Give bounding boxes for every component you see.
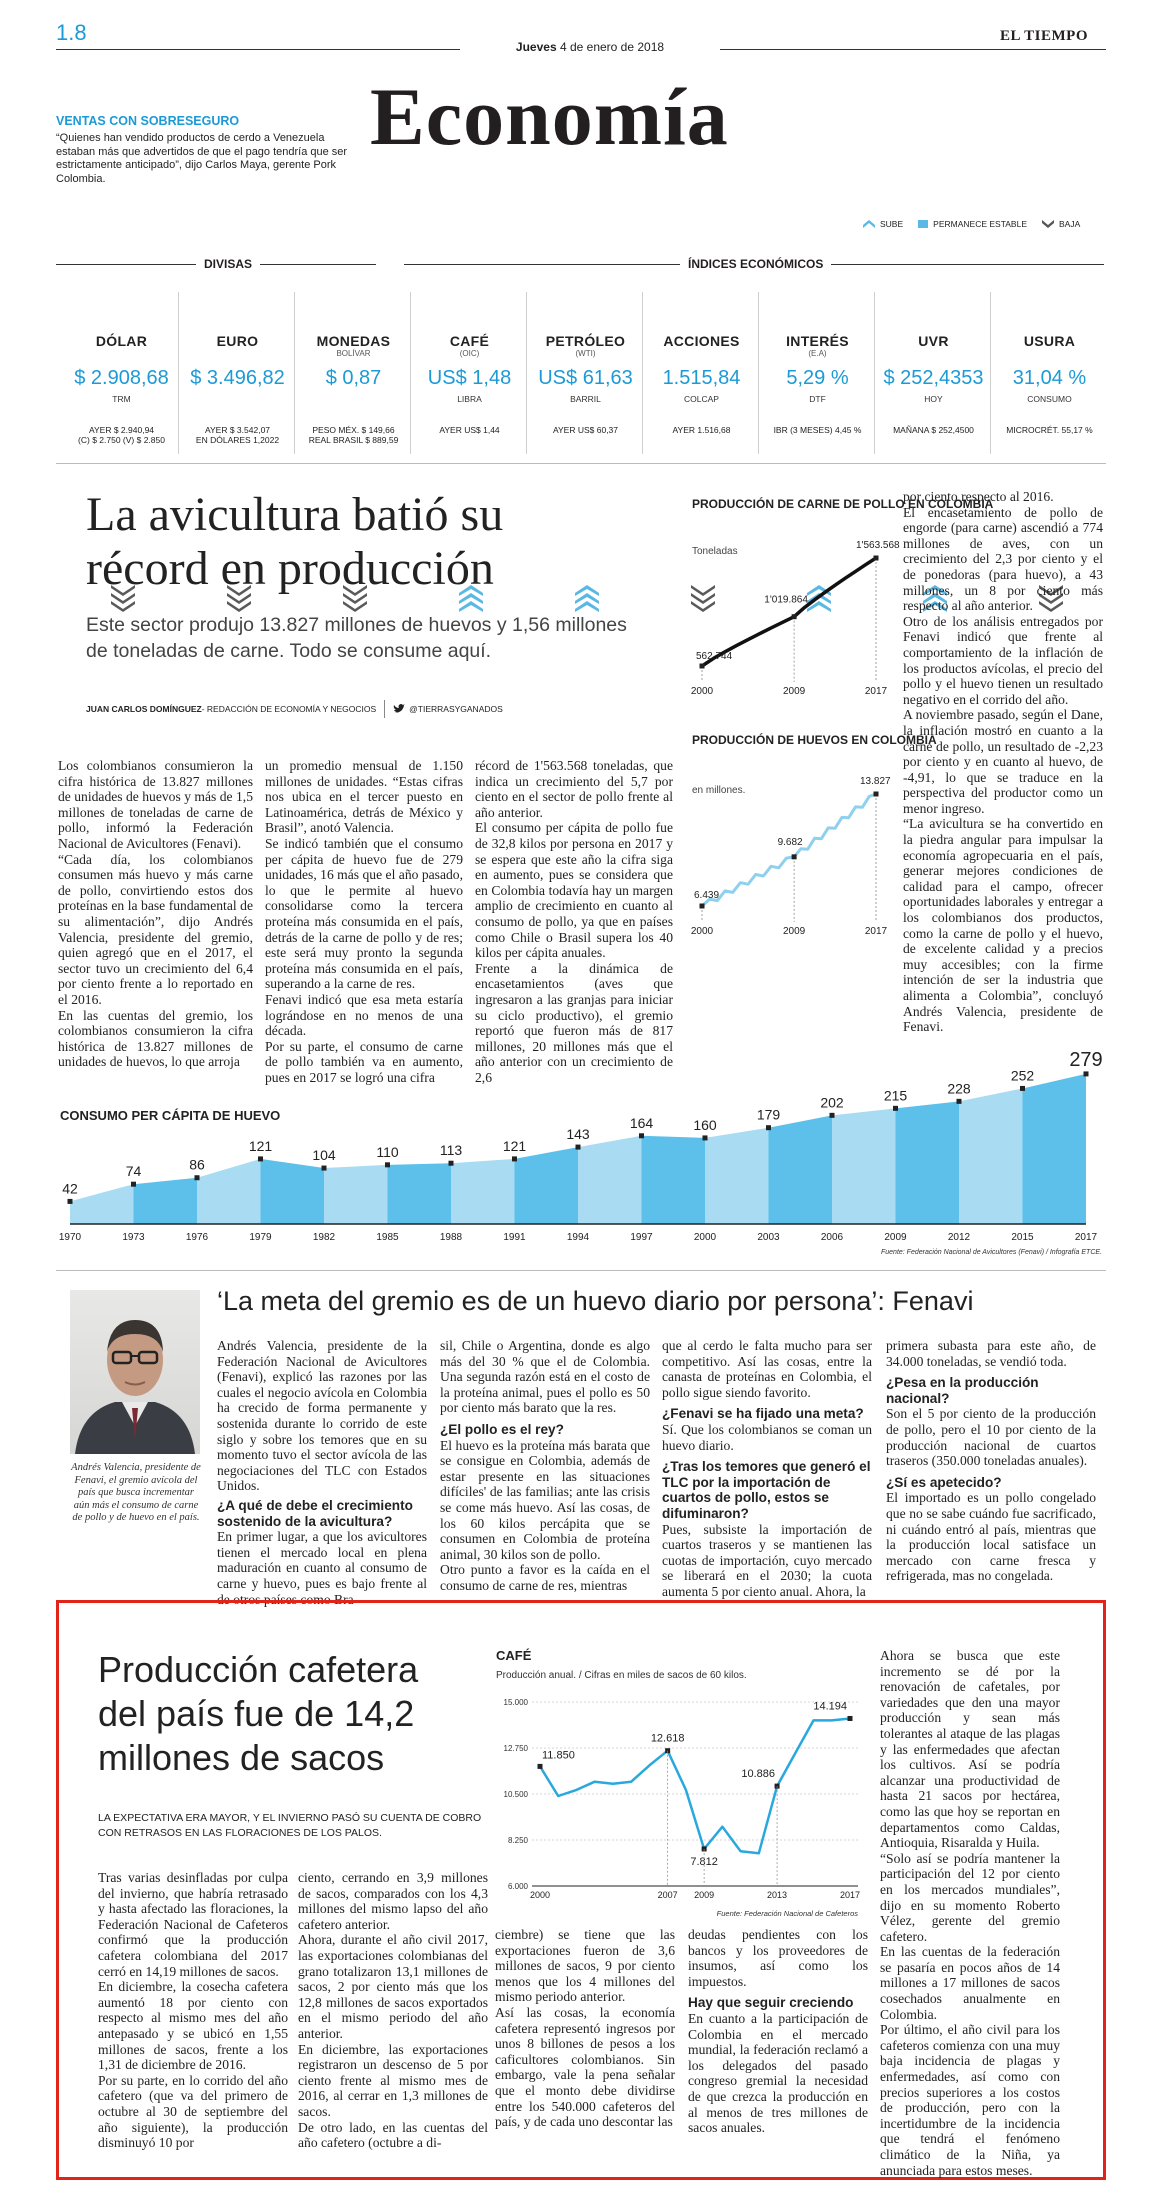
chart-x-tick: 1994 <box>566 1232 590 1243</box>
chart-point <box>893 1106 898 1111</box>
indicator-sub: (E.A) <box>808 349 827 358</box>
chart-cafe-subtitle: Producción anual. / Cifras en miles de sacos de 60 kilos. <box>496 1670 747 1681</box>
area-segment <box>578 1136 642 1224</box>
area-segment <box>515 1147 579 1224</box>
area-segment <box>832 1108 896 1224</box>
indicator-unit: TRM <box>112 394 131 404</box>
indicator-ref: AYER $ 3.542,07 EN DÓLARES 1,2022 <box>195 425 280 445</box>
stable-icon <box>917 218 929 230</box>
area-segment <box>70 1184 134 1224</box>
chart-series-line <box>702 794 876 906</box>
chart-value-label: 228 <box>947 1080 971 1097</box>
chart-point <box>848 1716 853 1721</box>
chart-cafe-source: Fuente: Federación Nacional de Cafeteros <box>716 1909 858 1918</box>
area-segment <box>451 1159 515 1224</box>
indicator-ref: AYER US$ 60,37 <box>552 425 619 435</box>
indicator-separator <box>294 292 295 454</box>
indicator-name: EURO <box>216 333 259 349</box>
article3-headline: Producción cafetera del país fue de 14,2 millones de sacos <box>98 1649 419 1778</box>
indicator-6 <box>644 290 759 435</box>
area-segment <box>1023 1074 1087 1224</box>
chart-value-label: 1'563.568 <box>856 540 900 551</box>
chart-point <box>512 1156 517 1161</box>
chart-x-tick: 2012 <box>947 1232 971 1243</box>
photo-caption: Andrés Valencia, presidente de Fenavi, el gremio avícola del país que busca incrementar aún más el consumo de carne de pollo y de huevo en el país. <box>71 1462 201 1523</box>
indicator-bottom-rule <box>56 463 1106 464</box>
chart-point <box>700 664 705 669</box>
chart-value-label: 279 <box>1069 1048 1103 1071</box>
indicator-name: PETRÓLEO <box>545 333 626 349</box>
chart-point <box>700 904 705 909</box>
area-segment <box>197 1159 261 1224</box>
indicator-name: CAFÉ <box>449 333 490 349</box>
indicator-name: DÓLAR <box>95 333 148 349</box>
chart-x-tick: 1979 <box>249 1232 272 1243</box>
area-segment <box>896 1101 960 1224</box>
indicator-name: ACCIONES <box>663 333 740 349</box>
article2-col4: primera subasta para este año, de 34.000 toneladas, se vendió toda. ¿Pesa en la producción nacional? Son el 5 por ciento de la producción de pollo, pero el 10 por ciento de la producción nacional de cuartos traseros (350.000 toneladas anuales). ¿Sí es apetecido? El importado es un pollo congelado que no se sabe cuándo fue sacrificado, ni cuándo entró al país, mientras que la producción local satisface un mercado con carne fresca y refrigerada, mas no congelada. <box>886 1338 1096 1584</box>
chart-x-tick: 2003 <box>757 1232 780 1243</box>
chart-value-label: 6.439 <box>694 890 720 901</box>
indicator-7 <box>760 290 875 435</box>
chart-x-tick: 2009 <box>782 926 806 937</box>
article2-col2: sil, Chile o Argentina, donde es algo más del 30 % que el de Colombia. Una segunda razón está en el costo de la proteína animal, pues el pollo es 50 por ciento más barato que la res. ¿El pollo es el rey? El huevo es la proteína más barata que se consigue en Colombia, además de estar presente en las situaciones difíciles' de las familias; ante las crisis se come más huevo. Así las cosas, de los 60 kilos percápita que se consumen en Colombia de proteína animal, 30 kilos son de pollo. Otro punto a favor es la caída en el consumo de carne de res, mientras <box>440 1338 650 1593</box>
indicator-sub <box>180 349 295 359</box>
indicator-separator <box>526 292 527 454</box>
area-segment <box>134 1178 198 1224</box>
chart-x-tick: 2017 <box>839 1890 861 1900</box>
indicator-sub <box>64 349 179 359</box>
chart-x-tick: 1991 <box>503 1232 526 1243</box>
chart-pollo-subtitle: Toneladas <box>692 546 738 557</box>
divisas-label: DIVISAS <box>196 257 260 271</box>
indicator-value: US$ 1,48 <box>427 367 512 389</box>
chart-value-label: 14.194 <box>813 1700 847 1713</box>
chart-y-tick: 8.250 <box>507 1836 528 1845</box>
indicator-ref: PESO MÉX. $ 149,66 REAL BRASIL $ 889,59 <box>308 425 399 445</box>
article3-col5: Ahora se busca que este incremento se dé por la renovación de cafetales, por variedades que den una mayor producción y sean más tolerantes al ataque de las plagas y las enfermedades que afectan los cultivos. Así se podría alcanzar una productividad de hasta 21 sacos por hectárea, como las que hoy se reportan en departamentos como Caldas, Antioquia, Risaralda y Huila. “Solo así se podría mantener la participación del 12 por ciento en los mercados mundiales”, dijo en su momento Roberto Vélez, gerente del gremio cafetero. En las cuentas de la federación se pasaría en pocos años de 14 millones a 17 millones de sacos cosechados anualmente en Colombia. Por último, el año civil para los cafeteros comienza con una muy baja incidencia de plagas y enfermedades, así como con precios superiores a los costos de producción, pero con la incertidumbre de la incidencia que tendrá el fenómeno climático de la Niña, ya anunciada para estos meses. <box>880 1648 1060 2178</box>
indicator-8 <box>876 290 991 435</box>
area-segment <box>324 1165 388 1224</box>
area-segment <box>705 1128 769 1224</box>
chart-point <box>830 1113 835 1118</box>
chart-value-label: 10.886 <box>741 1768 776 1781</box>
area-segment <box>769 1115 833 1224</box>
cafe-series-line <box>540 1719 850 1854</box>
chart-point <box>258 1156 263 1161</box>
chart-x-tick: 1982 <box>312 1232 336 1243</box>
indicator-value: $ 252,4353 <box>883 367 984 389</box>
chart-point <box>792 614 797 619</box>
chart-point <box>957 1099 962 1104</box>
indicator-ref: AYER 1.516,68 <box>672 425 731 435</box>
chart-value-label: 12.618 <box>650 1732 685 1745</box>
indices-label: ÍNDICES ECONÓMICOS <box>680 257 831 271</box>
indicator-ref: AYER US$ 1,44 <box>439 425 500 435</box>
chart-x-tick: 1973 <box>122 1232 145 1243</box>
chart-y-tick: 15.000 <box>503 1698 528 1707</box>
indicator-unit: HOY <box>924 394 943 404</box>
chart-y-tick: 12.750 <box>503 1744 528 1753</box>
chart-value-label: 215 <box>883 1087 908 1104</box>
trend-legend <box>862 218 1080 230</box>
article3-col3: ciembre) se tiene que las exportaciones fueron de 3,6 millones de sacos, 9 por ciento menos que los 4 millones del mismo periodo anterior. Así las cosas, la economía cafetera representó ingresos por unos 8 billones de pesos a los caficultores colombianos. Sin embargo, vale la pena señalar que el monto debe dividirse entre los 540.000 cafeteros del país, y de cada uno descontar las <box>495 1927 675 2130</box>
chart-x-tick: 1997 <box>630 1232 653 1243</box>
area-segment <box>261 1159 325 1224</box>
page-number: 1.8 <box>56 20 87 45</box>
chart-point <box>385 1162 390 1167</box>
indicator-4 <box>412 290 527 435</box>
chart-value-label: 202 <box>820 1094 844 1111</box>
chart-point <box>639 1133 644 1138</box>
down-icon <box>1041 218 1055 230</box>
chart-x-tick: 2009 <box>694 1890 715 1900</box>
chart-point <box>68 1199 73 1204</box>
chart-x-tick: 2000 <box>690 686 714 697</box>
person-portrait-icon <box>70 1290 200 1454</box>
chart-value-label: 110 <box>376 1143 399 1160</box>
article1-byline: JUAN CARLOS DOMÍNGUEZ - REDACCIÓN DE ECONOMÍA Y NEGOCIOS @TIERRASYGANADOS <box>86 700 503 718</box>
article2-col3: que al cerdo le falta mucho para ser competitivo. Así las cosas, entre la canasta de proteínas en Colombia, el pollo sigue siendo favorito. ¿Fenavi se ha fijado una meta? Sí. Que los colombianos se coman un huevo diario. ¿Tras los temores que generó el TLC por la importación de cuartos de pollo, estos se difuminaron? Pues, subsiste la importación de cuartos traseros y se mantienen las cuotas de importación, cuyo mercado se liberará en el 2030; la cuota aumenta 5 por ciento anual. Ahora, la <box>662 1338 872 1599</box>
chart-pollo-title: PRODUCCIÓN DE CARNE DE POLLO EN COLOMBIA <box>692 497 994 511</box>
indicator-ref: MICROCRÉT. 55,17 % <box>1006 425 1093 435</box>
legend-up: SUBE <box>862 218 903 230</box>
article1-col4: por ciento respecto al 2016. El encasetamiento de pollo de engorde (para carne) ascendió a 774 millones de aves, con un crecimiento del 2,3 por ciento y el de ponedoras (para huevo), a 43 millones, un 8 por ciento más respecto al año anterior. Otro de los análisis entregados por Fenavi indicó que frente al comportamiento de la inflación de los productos avícolas, el precio del pollo y el huevo tienen un resultado negativo en el corrido del año. A noviembre pasado, según el Dane, la inflación mostró en cuanto a la carne de pollo, un resultado de -2,23 por ciento y en cuanto al huevo, de -4,91, lo que se traduce en la perspectiva del productor como un menor ingreso. “La avicultura se ha convertido en la piedra angular para impulsar la economía agropecuaria en el país, generar mejores condiciones de calidad para el campo, ofrecer oportunidades laborales y entregar a los colombianos dos productos, como la carne de pollo y el huevo, de excelente calidad y a precios muy accesibles; con la firme intención de ser la industria que alimenta a Colombia”, concluyó Andrés Valencia, presidente de Fenavi. <box>903 489 1103 1035</box>
chart-value-label: 11.850 <box>542 1749 575 1762</box>
indicator-unit: DTF <box>809 394 826 404</box>
chart-series-line <box>702 558 876 666</box>
chart-point <box>538 1764 543 1769</box>
article2-headline: ‘La meta del gremio es de un huevo diario por persona’: Fenavi <box>217 1286 974 1316</box>
chart-point <box>874 556 879 561</box>
chart-value-label: 74 <box>125 1163 142 1180</box>
chart-x-tick: 1988 <box>439 1232 463 1243</box>
chart-x-tick: 1970 <box>58 1232 82 1243</box>
chart-value-label: 121 <box>502 1137 527 1154</box>
indicator-unit: CONSUMO <box>1027 394 1072 404</box>
chart-x-tick: 1976 <box>185 1232 209 1243</box>
chart-value-label: 160 <box>693 1116 717 1133</box>
indicator-name: USURA <box>1023 333 1076 349</box>
area-segment <box>388 1163 452 1224</box>
chart-value-label: 42 <box>62 1180 78 1197</box>
article1-headline: La avicultura batió su récord en producción <box>86 488 504 595</box>
indicator-unit: BARRIL <box>570 394 601 404</box>
article3-col4: deudas pendientes con los bancos y los proveedores de insumos, así como los impuestos. Hay que seguir creciendo En cuanto a la participación de Colombia en el mercado mundial, la federación reclamó a los delegados del pasado congreso gremial la necesidad de que crezca la producción en al menos de tres millones de sacos anuales. <box>688 1927 868 2136</box>
indicator-sub: (OIC) <box>459 349 480 358</box>
indicator-separator <box>642 292 643 454</box>
indicator-sub: (WTI) <box>575 349 596 358</box>
indicator-sub <box>876 349 991 359</box>
chart-x-tick: 2006 <box>820 1232 844 1243</box>
indicator-name: MONEDAS <box>316 333 391 349</box>
chart-x-tick: 2017 <box>864 926 888 937</box>
indicator-9 <box>992 290 1107 435</box>
indicator-separator <box>874 292 875 454</box>
indicator-unit: COLCAP <box>684 394 719 404</box>
indicator-1 <box>64 290 179 445</box>
chart-huevos-subtitle: en millones. <box>692 785 746 796</box>
chart-x-tick: 2009 <box>884 1232 907 1243</box>
chart-x-tick: 2017 <box>864 686 888 697</box>
area-segment <box>642 1136 706 1224</box>
chart-cafe-title: CAFÉ <box>496 1648 532 1663</box>
chart-point <box>449 1161 454 1166</box>
section-title: Economía <box>370 71 729 162</box>
chart-value-label: 13.827 <box>860 776 891 787</box>
chart-value-label: 9.682 <box>777 836 803 848</box>
chart-point <box>766 1125 771 1130</box>
indicator-value: 31,04 % <box>1012 367 1087 389</box>
chart-point <box>792 854 797 859</box>
chart-value-label: 113 <box>439 1142 463 1159</box>
indicator-value: 1.515,84 <box>662 367 741 389</box>
article1-deck: Este sector produjo 13.827 millones de huevos y 1,56 millones de toneladas de carne. Todo se consume aquí. <box>86 614 627 662</box>
chart-huevos-title: PRODUCCIÓN DE HUEVOS EN COLOMBIA <box>692 733 937 747</box>
area-segment <box>959 1088 1023 1224</box>
chart-pollo <box>688 494 994 716</box>
indicator-value: US$ 61,63 <box>538 367 633 389</box>
chart-cafe <box>490 1648 865 1920</box>
indicator-name: UVR <box>918 333 949 349</box>
indicator-separator <box>178 292 179 454</box>
article3-deck: LA EXPECTATIVA ERA MAYOR, Y EL INVIERNO PASÓ SU CUENTA DE COBRO CON RETRASOS EN LAS FLORACIONES DE LOS PALOS. <box>98 1812 482 1839</box>
chart-consumo-title: CONSUMO PER CÁPITA DE HUEVO <box>60 1108 281 1123</box>
chart-huevos <box>688 730 937 945</box>
twitter-icon <box>393 704 405 714</box>
indicator-sub: BOLÍVAR <box>336 349 371 358</box>
indicator-5 <box>528 290 643 435</box>
chart-consumo <box>56 1038 1106 1262</box>
valencia-photo <box>70 1290 200 1454</box>
chart-value-label: 86 <box>189 1156 205 1173</box>
chart-x-tick: 2009 <box>782 686 806 697</box>
indicator-sub <box>644 349 759 359</box>
legend-stable: PERMANECE ESTABLE <box>917 218 1027 230</box>
chart-point <box>195 1175 200 1180</box>
chart-value-label: 562.744 <box>696 651 733 662</box>
indicator-value: 5,29 % <box>786 367 849 389</box>
up-icon <box>862 218 876 230</box>
indicator-name: INTERÉS <box>786 333 849 349</box>
chart-x-tick: 2017 <box>1074 1232 1098 1243</box>
section-rule-1 <box>56 1270 1106 1271</box>
chart-y-tick: 6.000 <box>507 1882 528 1891</box>
chart-x-tick: 2000 <box>529 1890 551 1900</box>
indicator-2 <box>180 290 295 445</box>
chart-value-label: 164 <box>629 1114 654 1131</box>
chart-x-tick: 2007 <box>657 1890 678 1900</box>
date-line: Jueves 4 de enero de 2018 <box>460 40 720 54</box>
indicator-value: $ 2.908,68 <box>74 367 169 389</box>
article2-col1: Andrés Valencia, presidente de la Federación Nacional de Avicultores (Fenavi), explicó las razones por las cuales el negocio avícola en Colombia ha crecido de forma permanente y sostenida durante lo corrido de este siglo y sobre los temores que en su momento tuvo el sector avícola de las negociaciones del TLC con Estados Unidos. ¿A qué de debe el crecimiento sostenido de la avicultura? En primer lugar, a que los avicultores tienen el mercado local en plena maduración en cuanto al consumo de carne y huevo, pues es bajo frente al de otros países como Bra- <box>217 1338 427 1607</box>
chart-point <box>1084 1071 1089 1076</box>
chart-x-tick: 1985 <box>376 1232 399 1243</box>
chart-x-tick: 2013 <box>767 1890 788 1900</box>
chart-x-tick: 2000 <box>693 1232 717 1243</box>
sobreseguro-title: VENTAS CON SOBRESEGURO <box>56 114 240 128</box>
indicator-unit: LIBRA <box>457 394 482 404</box>
chart-value-label: 104 <box>312 1147 336 1164</box>
chart-value-label: 143 <box>566 1126 590 1143</box>
chart-consumo-source: Fuente: Federación Nacional de Avicultores (Fenavi) / Infografía ETCE. <box>881 1249 1102 1256</box>
indicator-3 <box>296 290 411 445</box>
chart-x-tick: 2015 <box>1011 1232 1034 1243</box>
chart-point <box>576 1145 581 1150</box>
article3-col1: Tras varias desinfladas por culpa del invierno, que habría retrasado y hasta afectado las floraciones, la Federación Nacional de Cafeteros confirmó que la producción cafetera colombiana del 2017 cerró en 14,19 millones de sacos. En diciembre, la cosecha cafetera aumentó 18 por ciento con respecto al mismo mes del año antepasado y se ubicó en 1,55 millones de sacos, frente a los 1,31 de diciembre de 2016. Por su parte, en lo corrido del año cafetero (que va del primero de octubre al 30 de septiembre del año siguiente), la producción disminuyó 10 por <box>98 1870 288 2151</box>
chart-point <box>874 792 879 797</box>
indicator-ref: AYER $ 2.940,94 (C) $ 2.750 (V) $ 2.850 <box>78 425 165 445</box>
indicator-separator <box>990 292 991 454</box>
indicator-value: $ 3.496,82 <box>190 367 285 389</box>
sobreseguro-quote: “Quienes han vendido productos de cerdo a Venezuela estaban más que advertidos de que el pago tendría que ser estrictamente anticipado”, dijo Carlos Maya, gerente Pork Colombia. <box>56 132 348 185</box>
chart-value-label: 121 <box>248 1137 273 1154</box>
legend-down: BAJA <box>1041 218 1080 230</box>
indicator-separator <box>758 292 759 454</box>
chart-value-label: 252 <box>1010 1067 1035 1084</box>
trend-up-icon <box>574 583 600 613</box>
chart-value-label: 179 <box>756 1106 781 1123</box>
article1-col1: Los colombianos consumieron la cifra histórica de 13.827 millones de unidades de huevos y más de 1,5 millones de toneladas de carne de pollo, informó la Federación Nacional de Avicultores (Fenavi). “Cada día, los colombianos consumen más huevo y más carne de pollo, convirtiendo estos dos proteínas en la base fundamental de su alimentación”, dijo Andrés Valencia, presidente del gremio, quien agregó que en el 2017, el sector tuvo un crecimiento del 6,4 por ciento frente a lo reportado en el 2016. En las cuentas del gremio, los colombianos consumieron la cifra histórica de 13.827 millones de unidades de huevos, lo que arroja <box>58 758 253 1070</box>
indicator-sub <box>992 349 1107 359</box>
indicator-ref: IBR (3 MESES) 4,45 % <box>773 425 862 435</box>
indicator-separator <box>410 292 411 454</box>
chart-point <box>703 1135 708 1140</box>
chart-point <box>322 1166 327 1171</box>
chart-point <box>1020 1086 1025 1091</box>
article3-col2: ciento, cerrando en 3,9 millones de sacos, comparados con los 4,3 millones del mismo lapso del año cafetero anterior. Ahora, durante el año civil 2017, las exportaciones colombianas del grano totalizaron 13,1 millones de sacos, 2 por ciento más que los 12,8 millones de sacos exportados en el mismo periodo del año anterior. En diciembre, las exportaciones registraron un descenso de 5 por ciento frente al mismo mes de 2016, al cerrar en 1,3 millones de sacos. De otro lado, en las cuentas del año cafetero (octubre a di- <box>298 1870 488 2151</box>
chart-y-tick: 10.500 <box>503 1790 528 1799</box>
chart-point <box>131 1182 136 1187</box>
indicator-ref: MAÑANA $ 252,4500 <box>893 425 974 435</box>
chart-value-label: 1'019.864 <box>764 594 808 606</box>
chart-value-label: 7.812 <box>690 1855 718 1868</box>
brand: EL TIEMPO <box>1000 28 1088 44</box>
chart-x-tick: 2000 <box>690 926 714 937</box>
article1-col3: récord de 1'563.568 toneladas, que indica un crecimiento del 5,7 por ciento en el sector de pollo frente al año anterior. El consumo per cápita de pollo fue de 32,8 kilos por persona en 2017 y se espera que este año la cifra siga en aumento, pues se considera que en Colombia todavía hay un margen amplio de crecimiento en cuanto al consumo de pollo, ya que en países como Chile o Brasil supera los 40 kilos per cápita anuales. Frente a la dinámica de encasetamientos (aves que ingresaron a las granjas para iniciar su ciclo productivo), el gremio reportó que fueron más de 817 millones, 20 millones más que el año anterior con un crecimiento de 2,6 <box>475 758 673 1085</box>
article1-col2: un promedio mensual de 1.150 millones de unidades. “Estas cifras nos ubica en el tercer puesto en Latinoamérica, detrás de México y Brasil”, anotó Valencia. Se indicó también que el consumo per cápita de huevo fue de 279 unidades, 16 más que el año pasado, lo que le permite al huevo consolidarse como la tercera proteína más consumida en el país, detrás de la carne de pollo y de res; este será muy pronto la segunda proteína más consumida en el país, superando a la carne de res. Fenavi indicó que esa meta estaría lográndose en no menos de una década. Por su parte, el consumo de carne de pollo también va en aumento, pues en 2017 se logró una cifra <box>265 758 463 1085</box>
indicator-value: $ 0,87 <box>325 367 382 389</box>
